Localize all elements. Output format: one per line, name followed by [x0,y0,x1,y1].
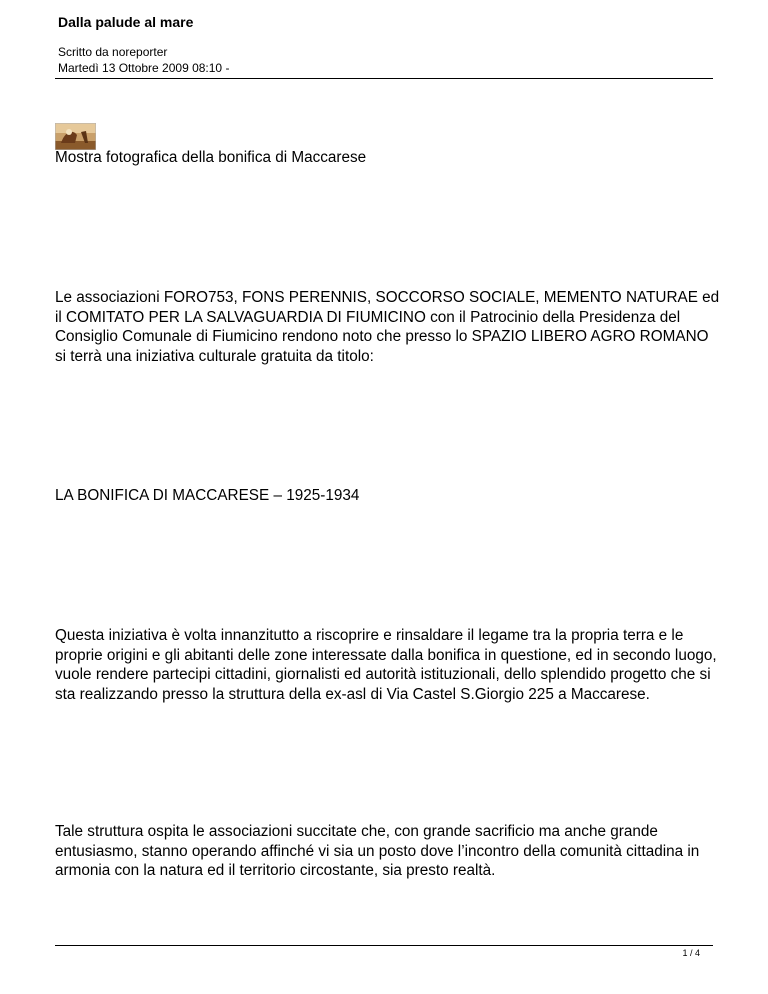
structure-paragraph: Tale struttura ospita le associazioni succitate che, con grande sacrificio ma anche grande entusiasmo, stanno operando affinché vi sia un posto dove l’incontro della comunità cittadina in armonia con la natura ed il territorio circostante, sia presto realtà. [55,823,700,879]
document-title: Dalla palude al mare [58,14,194,30]
header-divider [55,78,713,79]
date-line: Martedì 13 Ottobre 2009 08:10 - [58,61,230,75]
footer-divider [55,945,713,946]
image-caption: Mostra fotografica della bonifica di Maccarese [55,149,367,166]
initiative-paragraph: Questa iniziativa è volta innanzitutto a riscoprire e rinsaldare il legame tra la propria terra e le proprie origini e gli abitanti delle zone interessate dalla bonifica in questione, ed in secondo luogo, vuole rendere partecipi cittadini, giornalisti ed autorità istituzionali, dello splendido progetto che si sta realizzando presso la struttura della ex-asl di Via Castel S.Giorgio 225 a Maccarese. [55,627,717,703]
event-heading: LA BONIFICA DI MACCARESE – 1925-1934 [55,487,360,504]
article-thumbnail-image [55,123,96,150]
author-line: Scritto da noreporter [58,45,168,59]
page-number: 1 / 4 [682,948,700,958]
intro-paragraph: Le associazioni FORO753, FONS PERENNIS, SOCCORSO SOCIALE, MEMENTO NATURAE ed il COMITATO PER LA SALVAGUARDIA DI FIUMICINO con il Patrocinio della Presidenza del Consiglio Comunale di Fiumicino rendono noto che presso lo SPAZIO LIBERO AGRO ROMANO si terrà una iniziativa culturale gratuita da titolo: [55,289,720,365]
